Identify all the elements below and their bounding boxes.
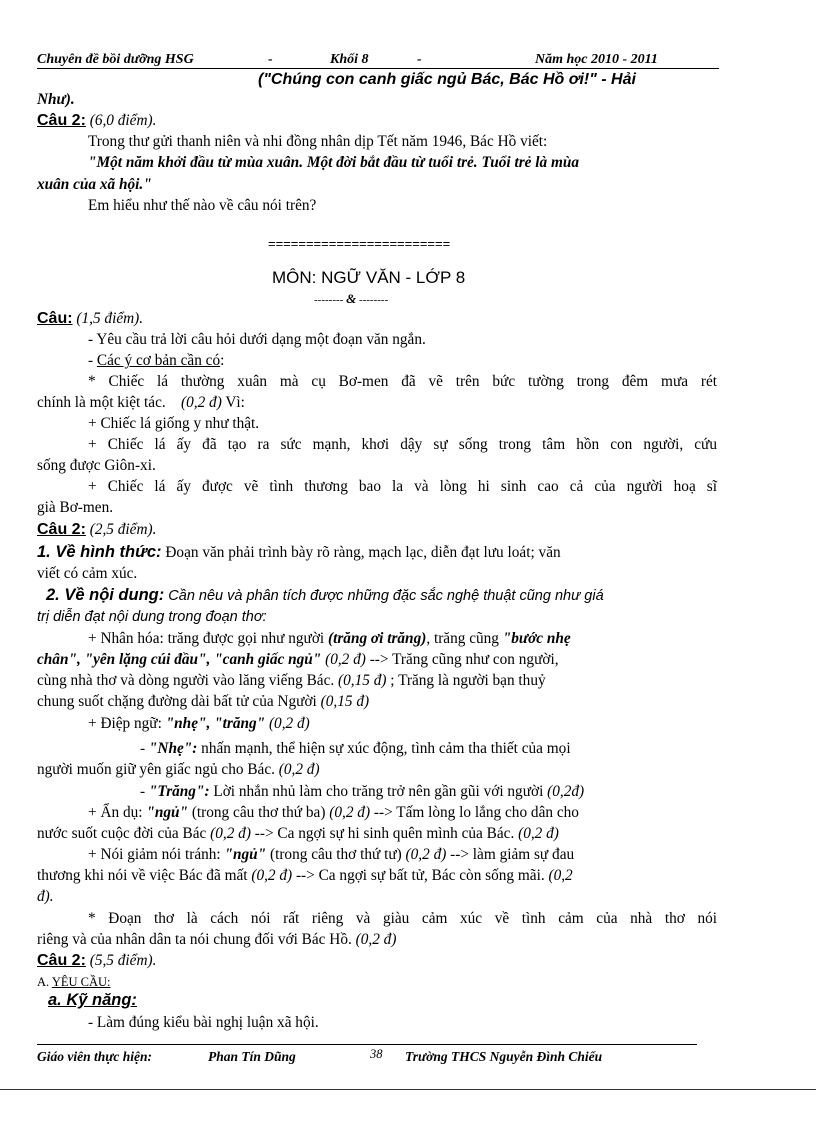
paragraph-line: trị diễn đạt nội dung trong đoạn thơ: [37,609,267,625]
quote-line: ("Chúng con canh giấc ngủ Bác, Bác Hồ ơi!" - Hải [258,71,636,88]
personification-line: + Nhân hóa: trăng được gọi như người (trăng ơi trăng), trăng cũng "bước nhẹ [88,630,571,647]
paragraph-line: Trong thư gửi thanh niên và nhi đồng nhân dịp Tết năm 1946, Bác Hồ viết: [88,133,548,150]
requirements-heading: A. YÊU CẦU: [37,975,111,989]
paragraph-line: viết có cảm xúc. [37,565,138,582]
paragraph-line: cùng nhà thơ và dòng người vào lăng viếng Bác. (0,15 đ) ; Trăng là người bạn thuỷ [37,672,546,689]
flourish-icon: & [346,291,357,306]
form-criterion: 1. Về hình thức: Đoạn văn phải trình bày rõ ràng, mạch lạc, diễn đạt lưu loát; văn [37,543,561,561]
header-right: Năm học 2010 - 2011 [535,52,658,67]
header-dash-2: - [417,52,422,67]
paragraph-line: chân", "yên lặng cúi đầu", "canh giấc ngủ" (0,2 đ) --> Trăng cũng như con người, [37,651,559,668]
paragraph-line: riêng và của nhân dân ta nói chung đối với Bác Hồ. (0,2 đ) [37,931,397,948]
footer-school: Trường THCS Nguyễn Đình Chiểu [405,1049,603,1064]
paragraph-line: chung suốt chặng đường dài bất tử của Người (0,15 đ) [37,693,370,710]
summary-line: * Đoạn thơ là cách nói rất riêng và giàu cảm xúc về tình cảm của nhà thơ nói [88,910,717,927]
page-bottom-rule [0,1089,816,1090]
footer-teacher-label: Giáo viên thực hiện: [37,1049,152,1064]
header-dash-1: - [268,52,273,67]
subject-title: MÔN: NGỮ VĂN - LỚP 8 [272,268,466,287]
paragraph-line: - "Trăng": Lời nhắn nhủ làm cho trăng trở nên gần gũi với người (0,2đ) [140,783,585,800]
paragraph-line: người muốn giữ yên giấc ngủ cho Bác. (0,2 đ) [37,761,320,778]
paragraph-line: sống được Giôn-xi. [37,457,156,474]
header-left: Chuyên đề bồi dưỡng HSG [37,52,194,67]
content-criterion: 2. Về nội dung: Cần nêu và phân tích được những đặc sắc nghệ thuật cũng như giá [46,586,604,604]
repetition-line: + Điệp ngữ: "nhẹ", "trăng" (0,2 đ) [88,715,310,732]
ornament: -------- & -------- [314,291,389,306]
euphemism-line: + Nói giảm nói tránh: "ngủ" (trong câu thơ thứ tư) (0,2 đ) --> làm giảm sự đau [88,846,575,863]
footer-teacher-name: Phan Tín Dũng [208,1049,296,1064]
quote-author: Như). [37,91,75,108]
paragraph-line: Em hiểu như thế nào về câu nói trên? [88,197,317,214]
page-number: 38 [370,1047,383,1061]
answer-1-heading: Câu: (1,5 điểm). [37,310,144,327]
paragraph-line: già Bơ-men. [37,499,114,516]
answer-3-heading: Câu 2: (5,5 điểm). [37,952,157,969]
question-2-heading: Câu 2: (6,0 điểm). [37,112,157,129]
paragraph-line: - Các ý cơ bản cần có: [88,352,225,369]
paragraph-line: đ). [37,888,54,905]
footer-rule [37,1044,697,1045]
separator: ======================== [268,236,451,251]
header-rule [37,68,719,69]
paragraph-line: * Chiếc lá thường xuân mà cụ Bơ-men đã vẽ trên bức tường trong đêm mưa rét [88,373,717,390]
paragraph-line: - Yêu cầu trả lời câu hỏi dưới dạng một đoạn văn ngắn. [88,331,426,348]
paragraph-line: - "Nhẹ": nhấn mạnh, thể hiện sự xúc động, tình cảm tha thiết của mọi [140,740,571,757]
paragraph-line: nước suốt cuộc đời của Bác (0,2 đ) --> Ca ngợi sự hi sinh quên mình của Bác. (0,2 đ) [37,825,559,842]
answer-2-heading: Câu 2: (2,5 điểm). [37,521,157,538]
quote-bold-cont: xuân của xã hội." [37,176,152,193]
header-middle: Khối 8 [330,52,369,67]
metaphor-line: + Ẩn dụ: "ngủ" (trong câu thơ thứ ba) (0,2 đ) --> Tấm lòng lo lắng cho dân cho [88,804,579,821]
paragraph-line: + Chiếc lá ấy được vẽ tình thương bao la và lòng hi sinh cao cả của người hoạ sĩ [88,478,717,495]
paragraph-line: chính là một kiệt tác. (0,2 đ) Vì: [37,394,245,411]
paragraph-line: thương khi nói về việc Bác đã mất (0,2 đ) --> Ca ngợi sự bất tử, Bác còn sống mãi. (0,2 [37,867,573,884]
skills-heading: a. Kỹ năng: [48,991,137,1009]
paragraph-line: + Chiếc lá giống y như thật. [88,415,260,432]
paragraph-line: - Làm đúng kiểu bài nghị luận xã hội. [88,1014,319,1031]
quote-bold: "Một năm khởi đầu từ mùa xuân. Một đời bắt đầu từ tuổi trẻ. Tuổi trẻ là mùa [88,154,580,171]
paragraph-line: + Chiếc lá ấy đã tạo ra sức mạnh, khơi dậy sự sống trong tâm hồn con người, cứu [88,436,717,453]
